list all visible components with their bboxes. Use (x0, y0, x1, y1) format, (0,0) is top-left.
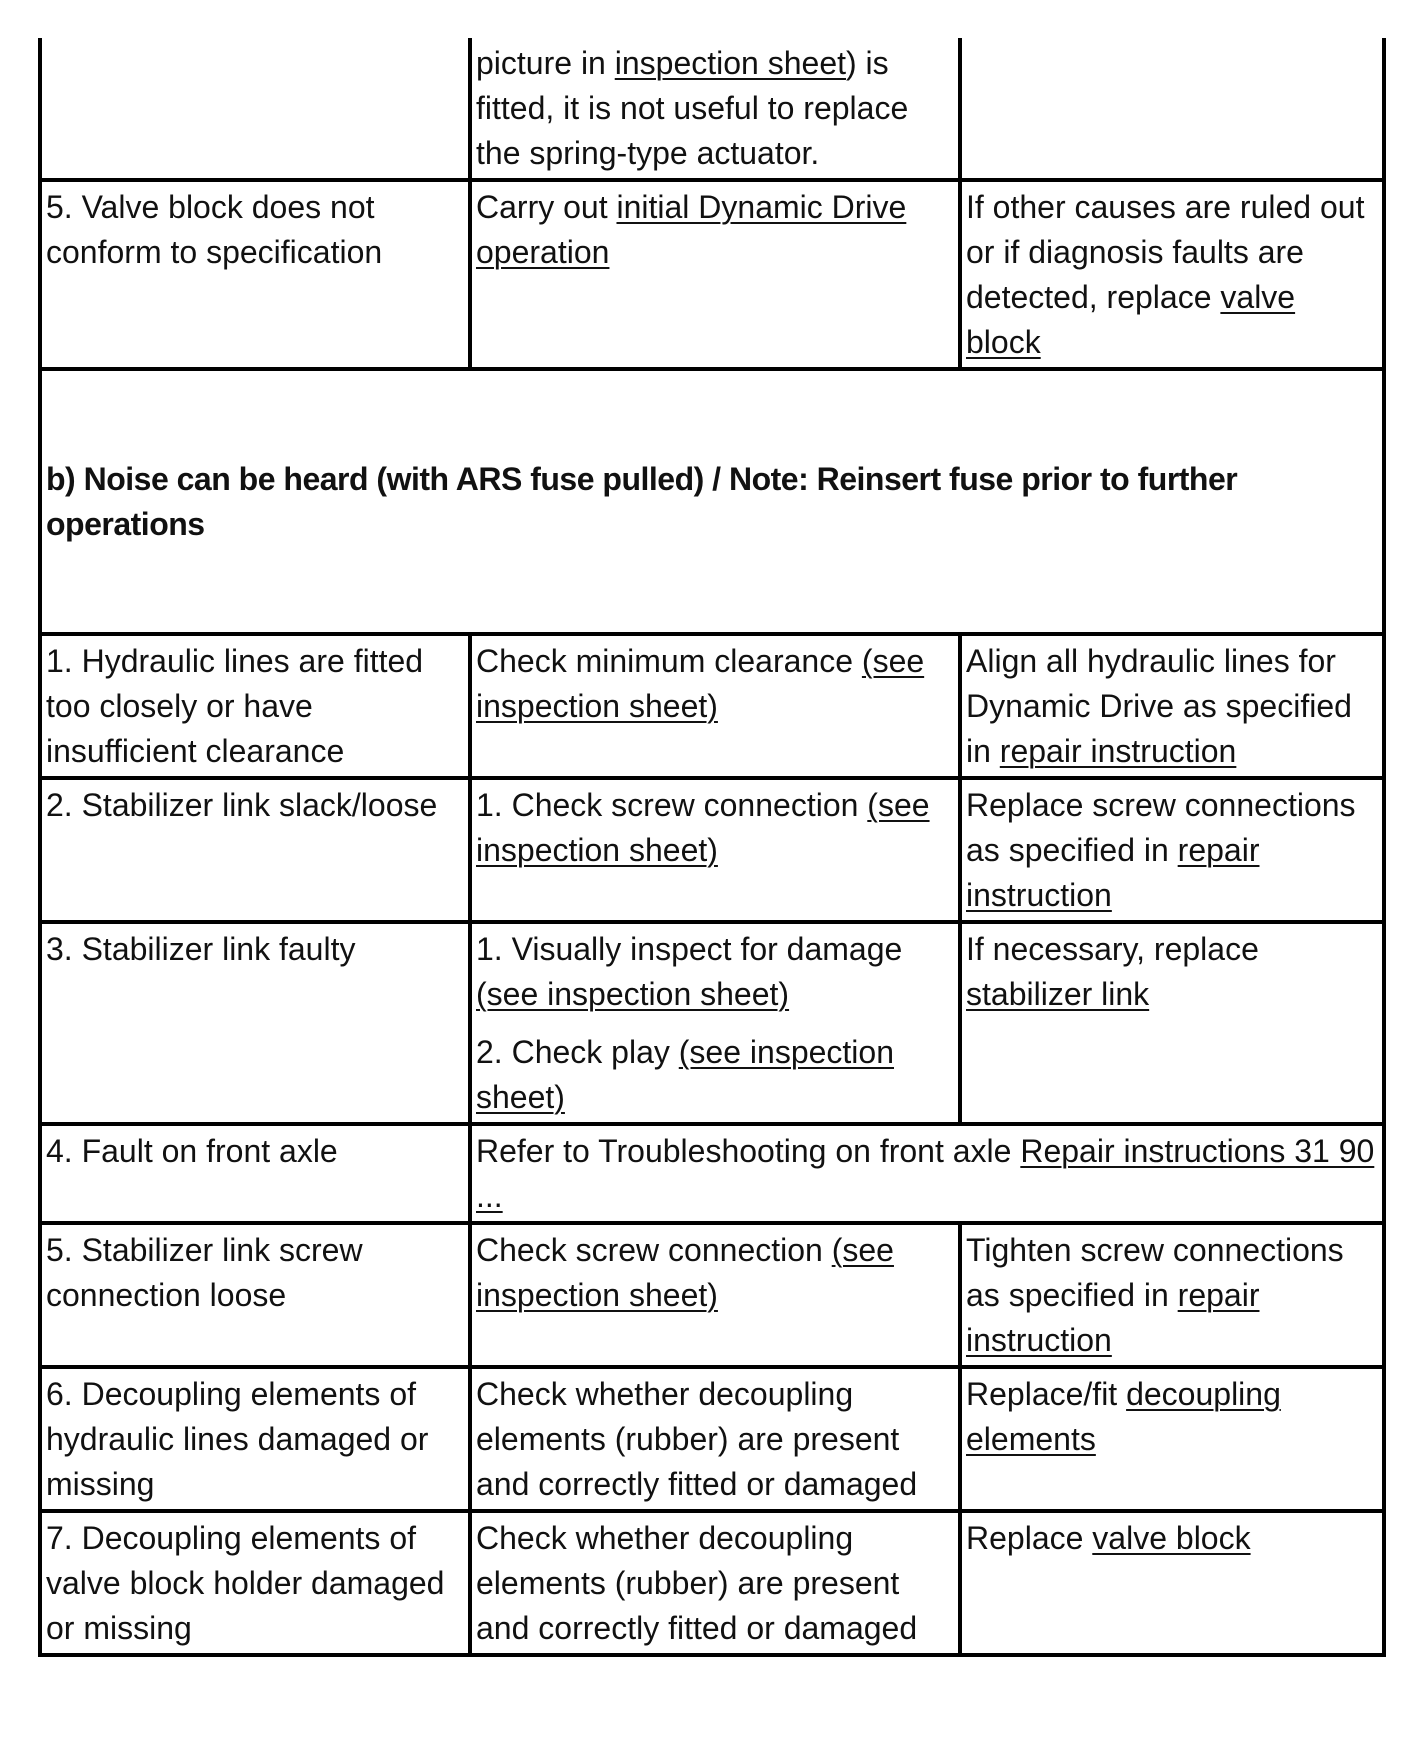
check-step (476, 41, 954, 176)
check-step (476, 1372, 954, 1507)
reference-link[interactable]: (see inspection sheet) (476, 1034, 894, 1115)
check-cell (470, 1511, 960, 1655)
section-heading-row (40, 369, 1384, 634)
check-cell (470, 634, 960, 778)
cell-text: Check minimum clearance (476, 643, 862, 679)
cell-text: 1. Visually inspect for damage (476, 931, 903, 967)
table-section-a (40, 38, 1384, 369)
section-heading: b) Noise can be heard (with ARS fuse pulled) / Note: Reinsert fuse prior to further operations (40, 369, 1384, 634)
cell-text: Tighten screw connections as specified in (966, 1232, 1344, 1313)
remedy-cell (960, 1367, 1384, 1511)
troubleshooting-table (38, 38, 1386, 1657)
reference-link[interactable]: repair instruction (966, 832, 1260, 913)
reference-link[interactable]: (see inspection sheet) (476, 1232, 894, 1313)
table-row (40, 180, 1384, 369)
cause-cell: 5. Stabilizer link screw connection loose (40, 1223, 470, 1367)
reference-link[interactable]: repair instruction (966, 1277, 1260, 1358)
cell-text: Check whether decoupling elements (rubber) are present and correctly fitted or damaged (476, 1376, 918, 1502)
remedy-cell (960, 778, 1384, 922)
check-cell (470, 1223, 960, 1367)
check-step (476, 1228, 954, 1318)
remedy-cell (960, 38, 1384, 180)
table-row (40, 38, 1384, 180)
cause-cell: 7. Decoupling elements of valve block holder damaged or missing (40, 1511, 470, 1655)
cell-text: If other causes are ruled out or if diagnosis faults are detected, replace (966, 189, 1365, 315)
reference-link[interactable]: inspection sheet (614, 45, 846, 81)
cause-cell: 1. Hydraulic lines are fitted too closely or have insufficient clearance (40, 634, 470, 778)
troubleshooting-table-frame (38, 38, 1374, 1657)
table-section-b-heading (40, 369, 1384, 634)
cell-text: ) is fitted, it is not useful to replace the spring-type actuator. (476, 45, 909, 171)
cell-text: 1. Check screw connection (476, 787, 868, 823)
table-row (40, 1367, 1384, 1511)
table-row (40, 1124, 1384, 1223)
table-row (40, 1511, 1384, 1655)
check-step (476, 1030, 954, 1120)
check-cell (470, 778, 960, 922)
check-step (476, 783, 954, 873)
reference-link[interactable]: valve block (1092, 1520, 1251, 1556)
remedy-cell (960, 634, 1384, 778)
table-row (40, 634, 1384, 778)
cell-text: Carry out (476, 189, 617, 225)
reference-link[interactable]: valve block (966, 279, 1296, 360)
table-row (40, 778, 1384, 922)
reference-link[interactable]: (see inspection sheet) (476, 787, 930, 868)
remedy-cell (960, 922, 1384, 1124)
cause-cell: 6. Decoupling elements of hydraulic lines damaged or missing (40, 1367, 470, 1511)
reference-link[interactable]: repair instruction (999, 733, 1237, 769)
reference-link[interactable]: Repair instructions 31 90 ... (476, 1133, 1375, 1214)
reference-link[interactable]: (see inspection sheet) (476, 643, 925, 724)
cause-cell: 5. Valve block does not conform to specification (40, 180, 470, 369)
check-cell (470, 1124, 1384, 1223)
check-step (476, 639, 954, 729)
check-cell (470, 38, 960, 180)
cause-cell: 3. Stabilizer link faulty (40, 922, 470, 1124)
table-section-b (40, 634, 1384, 1655)
table-row (40, 922, 1384, 1124)
cause-cell (40, 38, 470, 180)
cell-text: picture in (476, 45, 615, 81)
check-cell (470, 180, 960, 369)
reference-link[interactable]: decoupling elements (966, 1376, 1281, 1457)
check-step (476, 185, 954, 275)
reference-link[interactable]: (see inspection sheet) (476, 976, 790, 1012)
cell-text: Refer to Troubleshooting on front axle (476, 1133, 1021, 1169)
remedy-cell (960, 180, 1384, 369)
cell-text: Replace (966, 1520, 1093, 1556)
cell-text: Replace/fit (966, 1376, 1127, 1412)
check-step (476, 927, 954, 1017)
cause-cell: 4. Fault on front axle (40, 1124, 470, 1223)
cell-text: Check whether decoupling elements (rubber) are present and correctly fitted or damaged (476, 1520, 918, 1646)
check-cell (470, 1367, 960, 1511)
remedy-cell (960, 1511, 1384, 1655)
check-step (476, 1516, 954, 1651)
remedy-cell (960, 1223, 1384, 1367)
reference-link[interactable]: initial Dynamic Drive operation (476, 189, 907, 270)
cause-cell: 2. Stabilizer link slack/loose (40, 778, 470, 922)
cell-text: If necessary, replace (966, 931, 1259, 967)
cell-text: Align all hydraulic lines for Dynamic Drive as specified in (966, 643, 1352, 769)
cell-text: Check screw connection (476, 1232, 832, 1268)
cell-text: 2. Check play (476, 1034, 679, 1070)
check-cell (470, 922, 960, 1124)
cell-text: Replace screw connections as specified in (966, 787, 1356, 868)
table-row (40, 1223, 1384, 1367)
reference-link[interactable]: stabilizer link (966, 976, 1150, 1012)
check-step (476, 1129, 1378, 1219)
